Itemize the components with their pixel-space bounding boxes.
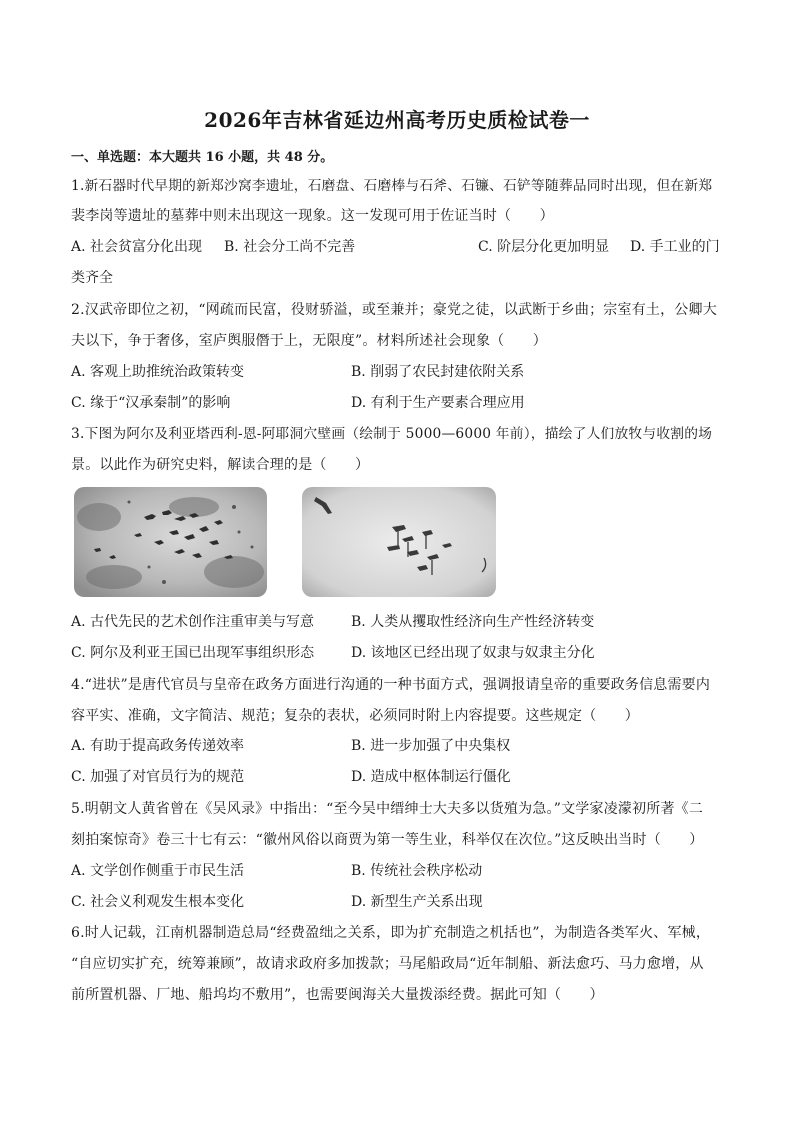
question-1-option-d: D. 手工业的门 (630, 239, 720, 255)
question-4-option-a: A. 有助于提高政务传递效率 (71, 738, 245, 754)
question-2-line-2: 夫以下，争于奢侈，室庐舆服僭于上，无限度”。材料所述社会现象（ ） (71, 333, 547, 349)
question-1-option-a: A. 社会贫富分化出现 (71, 239, 203, 255)
question-3-option-a: A. 古代先民的艺术创作注重审美与写意 (71, 614, 315, 630)
question-1-line-2: 裴李岗等遗址的墓葬中则未出现这一现象。这一发现可用于佐证当时（ ） (71, 208, 554, 224)
question-5-line-1: 5.明朝文人黄省曾在《吴风录》中指出：“至今吴中缙绅士大夫多以货殖为急。”文学家凌濛初所著《二 (71, 801, 704, 817)
question-1-option-c: C. 阶层分化更加明显 (478, 239, 610, 255)
question-3-line-2: 景。以此作为研究史料，解读合理的是（ ） (71, 457, 370, 473)
question-1-line-1: 1.新石器时代早期的新郑沙窝李遗址，石磨盘、石磨棒与石斧、石镰、石铲等随葬品同时出现，但在新郑 (71, 178, 713, 194)
question-2-option-d: D. 有利于生产要素合理应用 (351, 395, 525, 411)
question-5-option-a: A. 文学创作侧重于市民生活 (71, 863, 245, 879)
question-5-option-b: B. 传统社会秩序松动 (351, 863, 483, 879)
question-5-line-2: 刻拍案惊奇》卷三十七有云：“徽州风俗以商贾为第一等生业，科举仅在次位。”这反映出当时（ ） (71, 832, 704, 848)
question-3-option-c: C. 阿尔及利亚王国已出现军事组织形态 (71, 645, 315, 661)
question-2-line-1: 2.汉武帝即位之初，“网疏而民富，役财骄溢，或至兼并；豪党之徒，以武断于乡曲；宗室有土，公卿大 (71, 302, 717, 318)
question-4-option-d: D. 造成中枢体制运行僵化 (351, 769, 511, 785)
question-3-line-1: 3.下图为阿尔及利亚塔西利-恩-阿耶洞穴壁画（绘制于 5000—6000 年前），描绘了人们放牧与收割的场 (71, 426, 713, 442)
question-4-line-2: 容平实、准确，文字简洁、规范；复杂的表状，必须同时附上内容提要。这些规定（ ） (71, 708, 639, 724)
question-5-option-d: D. 新型生产关系出现 (351, 894, 483, 910)
cave-painting-harvest-image (302, 487, 496, 597)
question-2-option-a: A. 客观上助推统治政策转变 (71, 364, 245, 380)
question-2-option-c: C. 缘于“汉承秦制”的影响 (71, 395, 231, 411)
question-6-line-2: “自应切实扩充，统筹兼顾”，故请求政府多加拨款；马尾船政局“近年制船、新法愈巧、马力愈增，从 (71, 956, 704, 972)
question-6-line-1: 6.时人记载，江南机器制造总局“经费盈绌之关系，即为扩充制造之机括也”，为制造各类军火、军械， (71, 925, 711, 941)
question-4-option-b: B. 进一步加强了中央集权 (351, 738, 511, 754)
section-heading: 一、单选题：本大题共 16 小题，共 48 分。 (71, 150, 334, 165)
question-5-option-c: C. 社会义利观发生根本变化 (71, 894, 245, 910)
question-2-option-b: B. 削弱了农民封建依附关系 (351, 364, 525, 380)
question-1-option-d-wrap: 类齐全 (71, 270, 113, 286)
question-6-line-3: 前所置机器、厂地、船坞均不敷用”，也需要闽海关大量拨添经费。据此可知（ ） (71, 987, 604, 1003)
question-4-option-c: C. 加强了对官员行为的规范 (71, 769, 245, 785)
question-3-option-d: D. 该地区已经出现了奴隶与奴隶主分化 (351, 645, 595, 661)
cave-painting-herding-image (74, 487, 267, 597)
page-title: 2026年吉林省延边州高考历史质检试卷一 (204, 108, 590, 132)
question-1-option-b: B. 社会分工尚不完善 (224, 239, 356, 255)
question-4-line-1: 4.“进状”是唐代官员与皇帝在政务方面进行沟通的一种书面方式，强调报请皇帝的重要政务信息需要内 (71, 677, 711, 693)
question-3-option-b: B. 人类从攫取性经济向生产性经济转变 (351, 614, 595, 630)
